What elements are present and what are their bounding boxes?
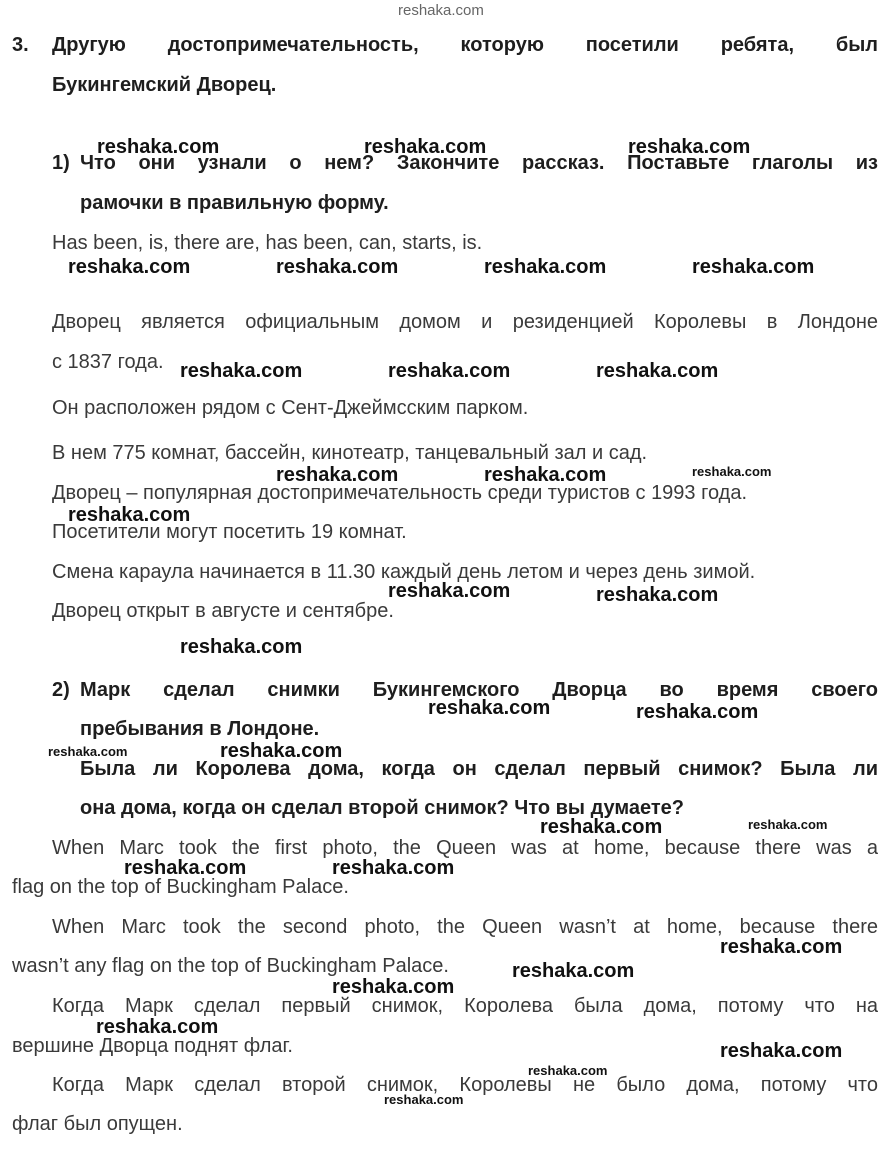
watermark: reshaka.com xyxy=(692,256,815,278)
watermark: reshaka.com xyxy=(384,1092,464,1107)
watermark: reshaka.com xyxy=(596,360,719,382)
task2-answer: flag on the top of Buckingham Palace. xyxy=(12,876,349,898)
task2-answer: Когда Марк сделал первый снимок, Королева была дома, потому что на xyxy=(52,995,878,1017)
task1-sentence: Смена караула начинается в 11.30 каждый день летом и через день зимой. xyxy=(52,561,756,583)
watermark: reshaka.com xyxy=(68,256,191,278)
task2-answer: When Marc took the second photo, the Queen wasn’t at home, because there xyxy=(52,916,878,938)
watermark: reshaka.com xyxy=(180,360,303,382)
watermark: reshaka.com xyxy=(692,464,772,479)
task1-word-box: Has been, is, there are, has been, can, starts, is. xyxy=(52,232,483,254)
task2-answer: wasn’t any flag on the top of Buckingham Palace. xyxy=(12,955,449,977)
section-heading-line1: Другую достопримечательность, которую посетили ребята, был xyxy=(52,34,878,56)
watermark: reshaka.com xyxy=(180,636,303,658)
watermark: reshaka.com xyxy=(332,857,455,879)
task1-sentence: Дворец является официальным домом и резиденцией Королевы в Лондоне xyxy=(52,311,878,333)
watermark: reshaka.com xyxy=(596,584,719,606)
task2-answer: вершине Дворца поднят флаг. xyxy=(12,1035,293,1057)
watermark: reshaka.com xyxy=(220,740,343,762)
watermark: reshaka.com xyxy=(276,464,399,486)
watermark: reshaka.com xyxy=(528,1063,608,1078)
task2-number: 2) xyxy=(52,679,70,701)
task1-sentence: Дворец – популярная достопримечательность среди туристов с 1993 года. xyxy=(52,482,747,504)
watermark: reshaka.com xyxy=(484,464,607,486)
watermark: reshaka.com xyxy=(96,1016,219,1038)
watermark: reshaka.com xyxy=(68,504,191,526)
task1-number: 1) xyxy=(52,152,70,174)
watermark: reshaka.com xyxy=(720,1040,843,1062)
watermark: reshaka.com xyxy=(512,960,635,982)
watermark: reshaka.com xyxy=(428,697,551,719)
watermark: reshaka.com xyxy=(540,816,663,838)
watermark: reshaka.com xyxy=(636,701,759,723)
task1-sentence: Дворец открыт в августе и сентябре. xyxy=(52,600,394,622)
task1-sentence: В нем 775 комнат, бассейн, кинотеатр, танцевальный зал и сад. xyxy=(52,442,648,464)
watermark: reshaka.com xyxy=(48,744,128,759)
task2-answer: Когда Марк сделал второй снимок, Королевы не было дома, потому что xyxy=(52,1074,878,1096)
watermark: reshaka.com xyxy=(484,256,607,278)
watermark: reshaka.com xyxy=(628,136,751,158)
section-number: 3. xyxy=(12,34,29,56)
task2-answer: When Marc took the first photo, the Queen was at home, because there was a xyxy=(52,837,878,859)
task1-title-line1: Что они узнали о нем? Закончите рассказ. Поставьте глаголы из xyxy=(80,152,878,174)
watermark: reshaka.com xyxy=(124,857,247,879)
task1-sentence: с 1837 года. xyxy=(52,351,164,373)
task2-answer: флаг был опущен. xyxy=(12,1113,183,1135)
task2-title-line2: пребывания в Лондоне. xyxy=(80,718,320,740)
watermark: reshaka.com xyxy=(364,136,487,158)
watermark: reshaka.com xyxy=(748,817,828,832)
watermark: reshaka.com xyxy=(332,976,455,998)
task2-question-line2: она дома, когда он сделал второй снимок? Что вы думаете? xyxy=(80,797,685,819)
watermark: reshaka.com xyxy=(388,580,511,602)
task2-title-line1: Марк сделал снимки Букингемского Дворца во время своего xyxy=(80,679,878,701)
watermark: reshaka.com xyxy=(388,360,511,382)
watermark: reshaka.com xyxy=(720,936,843,958)
task2-question-line1: Была ли Королева дома, когда он сделал первый снимок? Была ли xyxy=(80,758,878,780)
watermark: reshaka.com xyxy=(97,136,220,158)
task1-sentence: Он расположен рядом с Сент-Джеймсским парком. xyxy=(52,397,529,419)
site-watermark-top: reshaka.com xyxy=(398,2,484,19)
task1-sentence: Посетители могут посетить 19 комнат. xyxy=(52,521,407,543)
section-heading-line2: Букингемский Дворец. xyxy=(52,74,277,96)
task1-title-line2: рамочки в правильную форму. xyxy=(80,192,389,214)
watermark: reshaka.com xyxy=(276,256,399,278)
